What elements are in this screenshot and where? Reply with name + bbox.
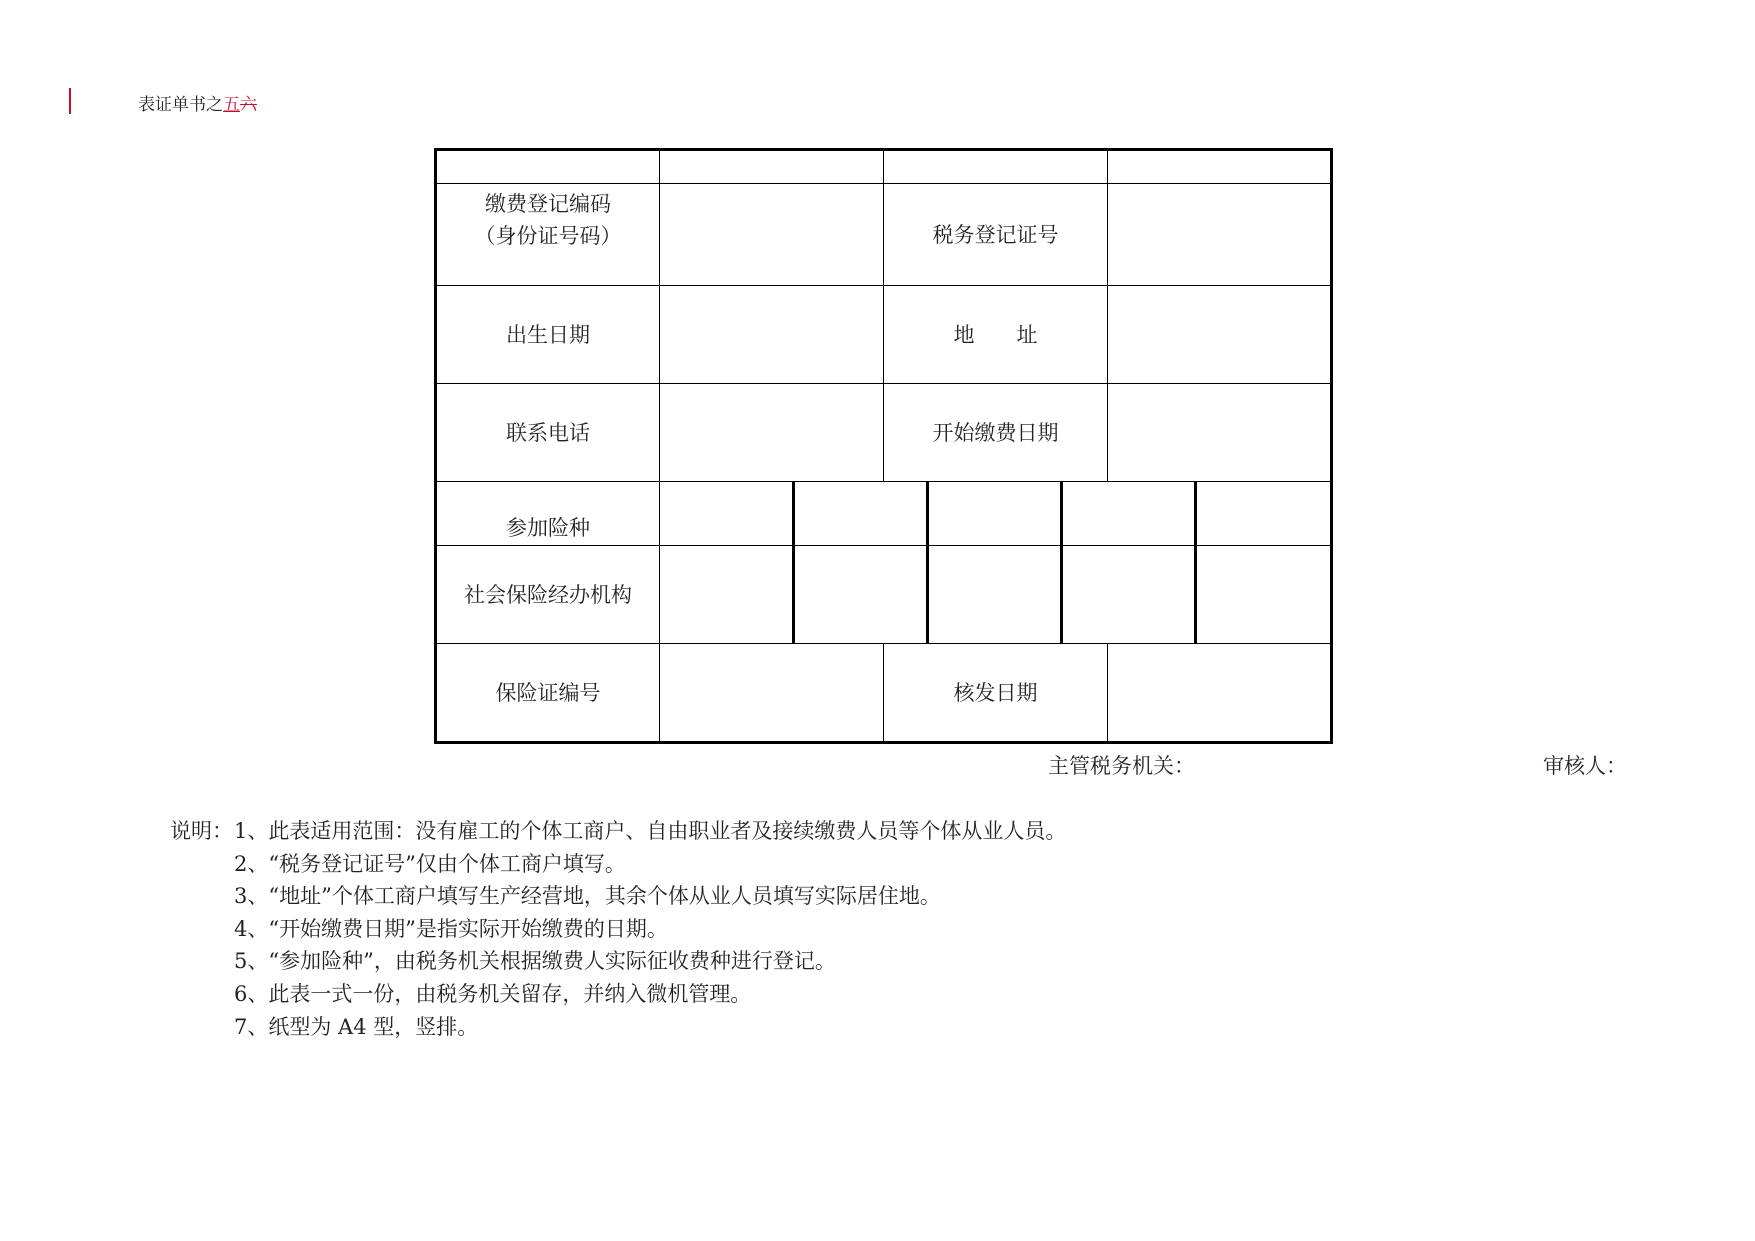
form-cell: [884, 150, 1108, 184]
header-title: 表证单书之: [138, 95, 223, 115]
page-header: [138, 90, 257, 115]
address-label: 地 址: [884, 286, 1108, 384]
note-text: 3、“地址”个体工商户填写生产经营地，其余个体从业人员填写实际居住地。: [234, 884, 941, 909]
social-insurance-agency-label: 社会保险经办机构: [436, 546, 660, 644]
revision-bar: [69, 88, 71, 114]
note-text: 1、此表适用范围：没有雇工的个体工商户、自由职业者及接续缴费人员等个体从业人员。: [234, 819, 1067, 843]
registration-code-label-line2: （身份证号码）: [474, 224, 622, 248]
form-cell: [1108, 150, 1332, 184]
note-text: 2、“税务登记证号”仅由个体工商户填写。: [234, 851, 626, 876]
insurance-cert-no-label: 保险证编号: [436, 644, 660, 743]
agency-field-5[interactable]: [1196, 546, 1332, 644]
insurance-type-field-5[interactable]: [1196, 482, 1332, 546]
table-row: [436, 184, 1332, 286]
reviewer-signature: 审核人：: [1543, 754, 1627, 778]
table-row: [436, 546, 1332, 644]
tax-registration-field[interactable]: [1108, 184, 1332, 286]
insurance-types-label-text: 参加险种: [506, 516, 590, 540]
note-text: 7、纸型为 A4 型，竖排。: [234, 1014, 479, 1039]
insurance-type-field-4[interactable]: [1062, 482, 1196, 546]
tax-authority-signature: 主管税务机关：: [1048, 754, 1195, 778]
insurance-types-label: [436, 482, 660, 546]
note-item: [170, 880, 1066, 913]
note-text: 4、“开始缴费日期”是指实际开始缴费的日期。: [234, 916, 668, 941]
table-row: [436, 286, 1332, 384]
form-cell: [660, 150, 884, 184]
table-row: [436, 150, 1332, 184]
form-cell: [436, 150, 660, 184]
registration-code-label: [436, 184, 660, 286]
insurance-type-field-2[interactable]: [794, 482, 928, 546]
agency-field-2[interactable]: [794, 546, 928, 644]
insurance-type-field-3[interactable]: [928, 482, 1062, 546]
table-row: [436, 482, 1332, 546]
table-row: [436, 644, 1332, 743]
insurance-type-field-1[interactable]: [660, 482, 794, 546]
table-row: [436, 384, 1332, 482]
note-item: [170, 978, 1066, 1011]
phone-label: 联系电话: [436, 384, 660, 482]
notes-prefix: 说明：: [170, 819, 233, 843]
issue-date-label: 核发日期: [884, 644, 1108, 743]
header-inserted-text: 五: [223, 95, 240, 115]
birth-date-label: 出生日期: [436, 286, 660, 384]
phone-field[interactable]: [660, 384, 884, 482]
insurance-cert-no-field[interactable]: [660, 644, 884, 743]
note-item: [170, 913, 1066, 946]
header-deleted-text: 六: [240, 95, 257, 115]
notes-section: [170, 815, 1066, 1043]
note-item: [170, 1011, 1066, 1044]
tax-registration-label: 税务登记证号: [884, 184, 1108, 286]
agency-field-4[interactable]: [1062, 546, 1196, 644]
registration-form-table: [434, 148, 1333, 744]
start-payment-date-field[interactable]: [1108, 384, 1332, 482]
address-field[interactable]: [1108, 286, 1332, 384]
agency-field-1[interactable]: [660, 546, 794, 644]
note-item: [170, 945, 1066, 978]
issue-date-field[interactable]: [1108, 644, 1332, 743]
registration-code-label-line1: 缴费登记编码: [485, 192, 611, 216]
note-text: 6、此表一式一份，由税务机关留存，并纳入微机管理。: [234, 981, 752, 1006]
note-item: [170, 815, 1066, 848]
agency-field-3[interactable]: [928, 546, 1062, 644]
note-text: 5、“参加险种”，由税务机关根据缴费人实际征收费种进行登记。: [234, 949, 836, 974]
start-payment-date-label: 开始缴费日期: [884, 384, 1108, 482]
registration-code-field[interactable]: [660, 184, 884, 286]
birth-date-field[interactable]: [660, 286, 884, 384]
note-item: [170, 848, 1066, 881]
